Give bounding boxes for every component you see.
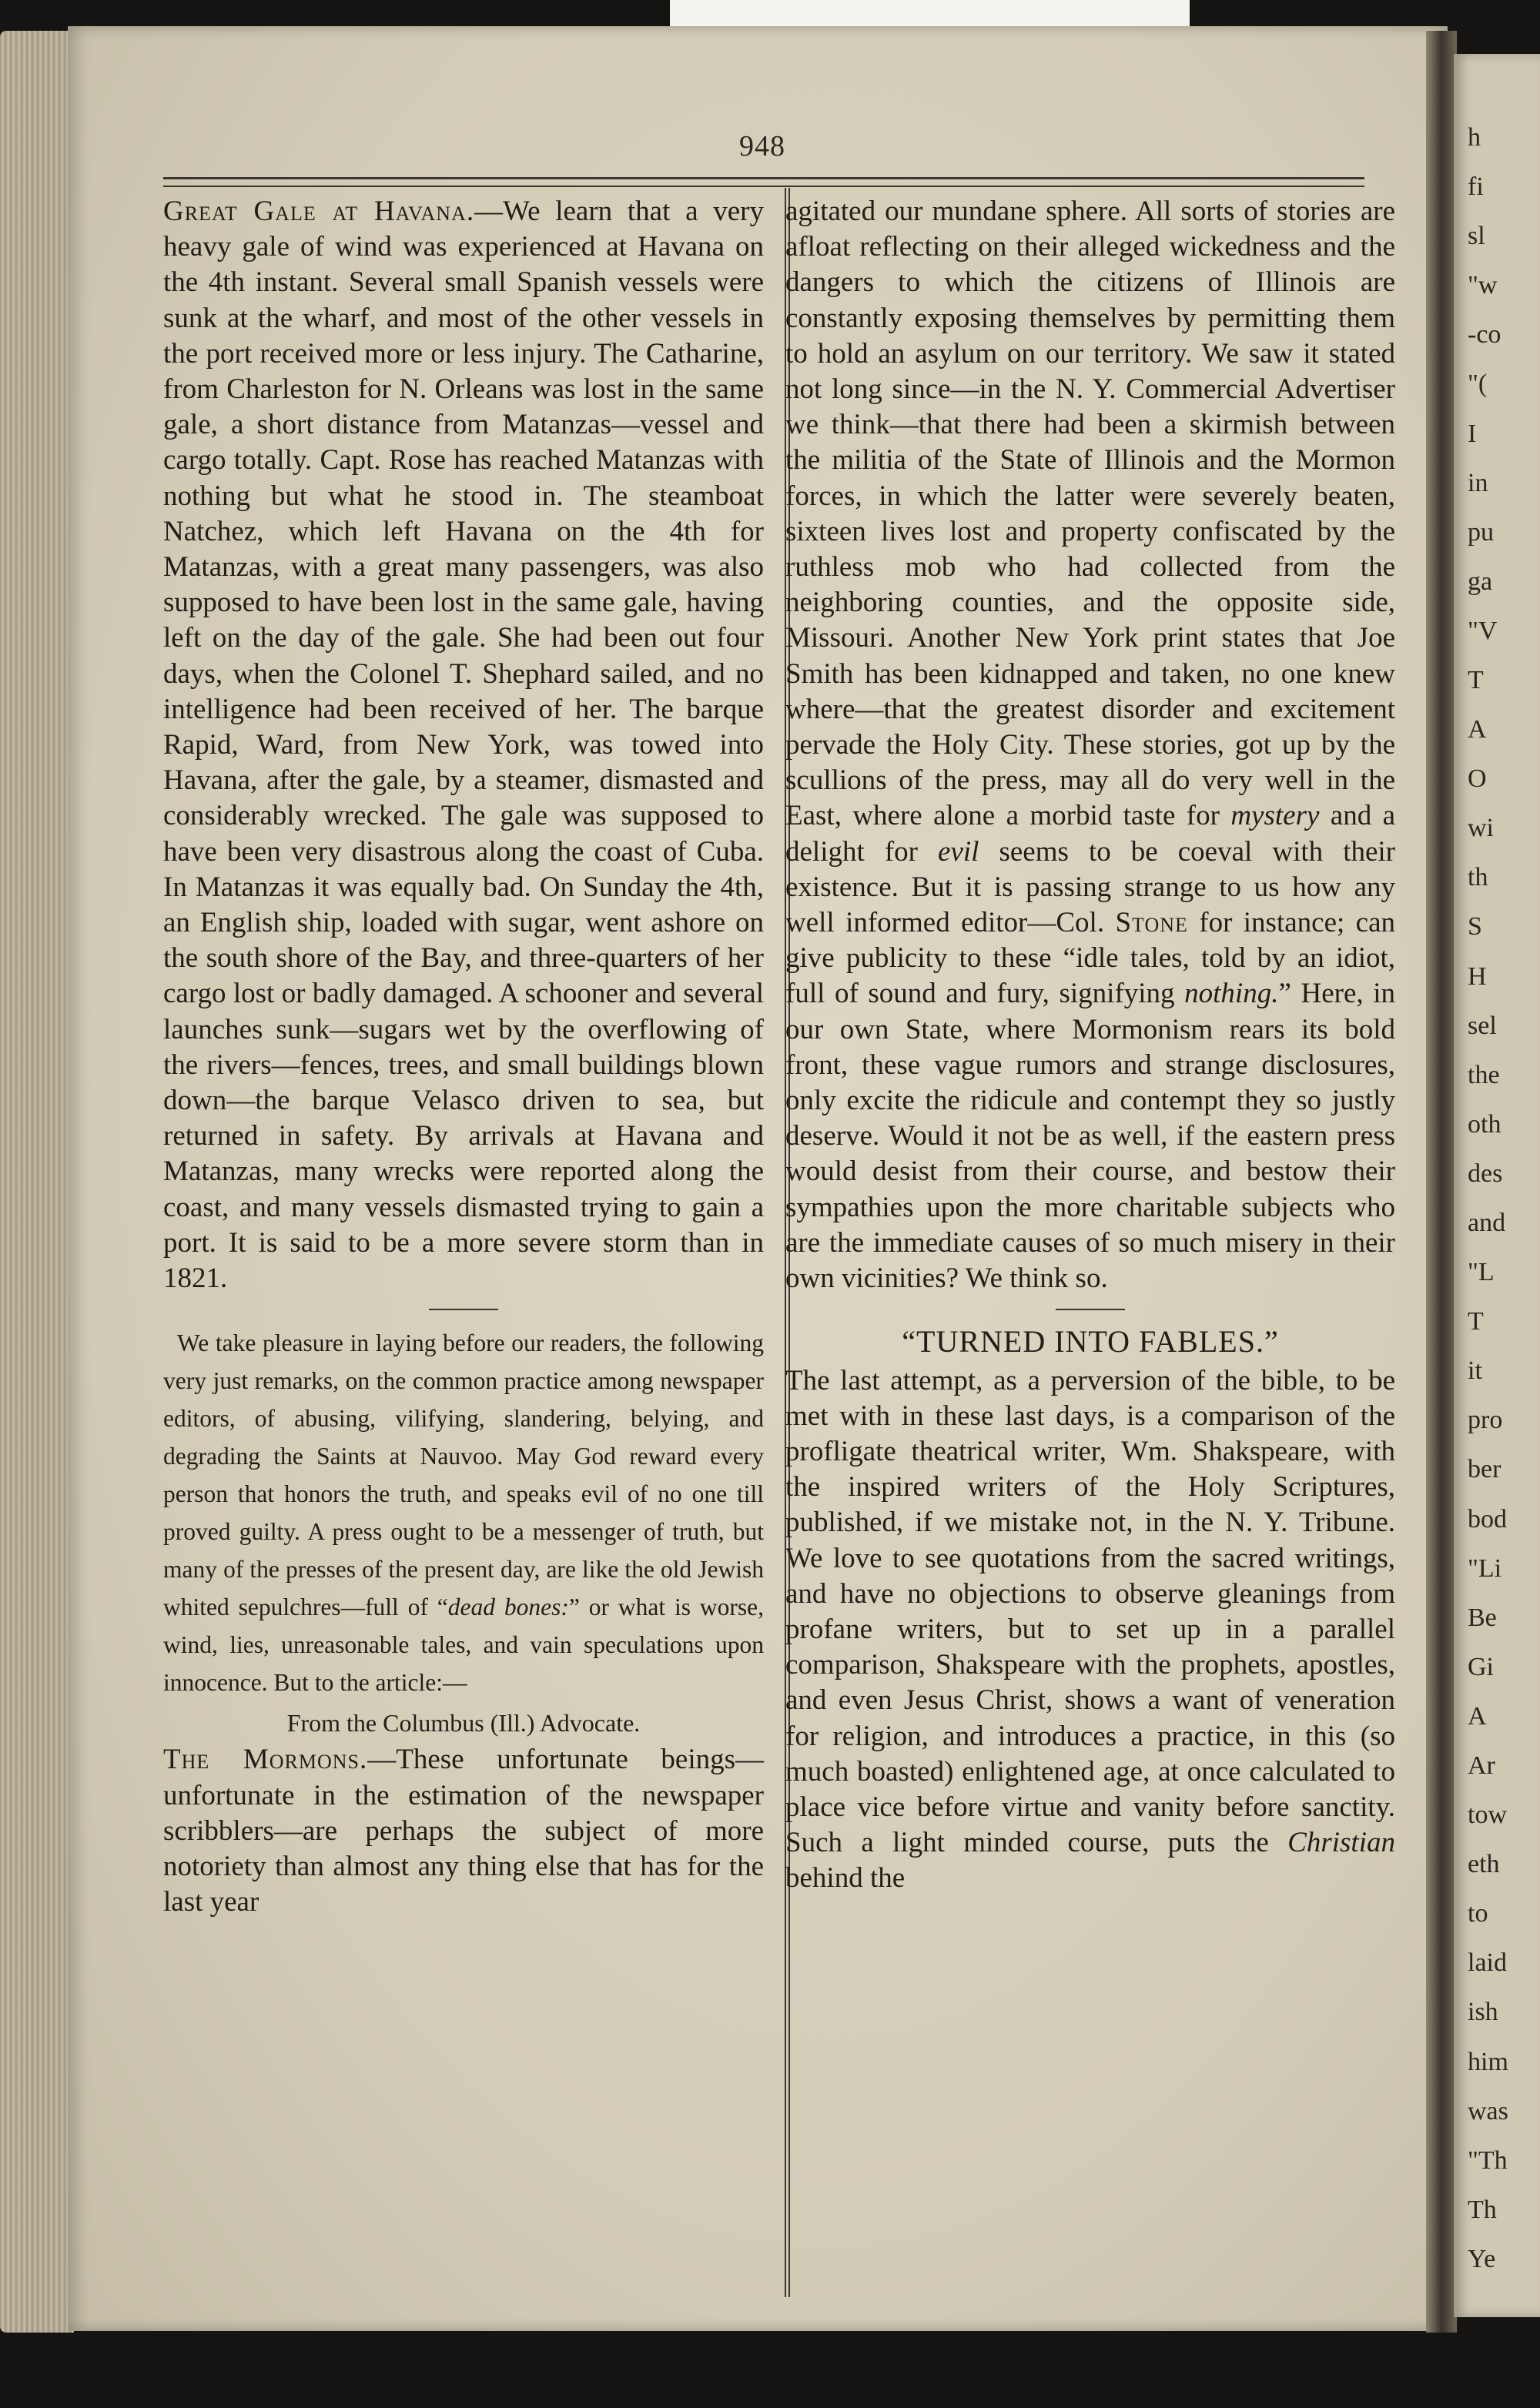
article-title-the-mormons: The Mormons. [163,1744,368,1776]
facing-page-text-fragment: Gi [1468,1652,1494,1681]
article-body-great-gale: —We learn that a very heavy gale of wind was experienced at Havana on the 4th instant. Several small Spanish vessels were sunk at the wharf, and most of the other vessels in the port received more or less injury. The Catharine, from Charleston for N. Orleans was lost in the same gale, a short distance from Matanzas—vessel and cargo totally. Capt. Rose has reached Matanzas with nothing but what he stood in. The steamboat Natchez, which left Havana on the 4th for Matanzas, with a great many passengers, was also supposed to have been lost in the same gale, having left on the day of the gale. She had been out four days, when the Colonel T. Shephard sailed, and no intelligence had been received of her. The barque Rapid, Ward, from New York, was towed into Havana, after the gale, by a steamer, dismasted and considerably wrecked. The gale was supposed to have been very disastrous along the coast of Cuba. In Matanzas it was equally bad. On Sunday the 4th, an English ship, loaded with sugar, went ashore on the south shore of the Bay, and three-quarters of her cargo lost or badly damaged. A schooner and several launches sunk—sugars wet by the overflowing of the rivers—fences, trees, and small buildings blown down—the barque Velasco driven to sea, but returned in safety. By arrivals at Havana and Matanzas, many wrecks were reported along the coast, and many vessels dismasted trying to gain a port. It is said to be a more severe storm than in 1821. [163,196,765,1295]
facing-page-text-fragment: sl [1468,222,1485,251]
facing-page-text-fragment: H [1468,962,1487,991]
article-mormons-continued [785,194,1395,1296]
intro-italic: dead bones: [447,1594,569,1621]
facing-page-text-fragment: ber [1468,1455,1502,1484]
facing-page-text-fragment: laid [1468,1948,1507,1978]
book-gutter [1426,31,1457,2333]
facing-page-text-fragment: S [1468,912,1482,941]
facing-page-text-fragment: pro [1468,1406,1503,1435]
facing-page-text-fragment: Be [1468,1603,1497,1632]
facing-page-text-fragment: wi [1468,814,1494,843]
facing-page-text-fragment: it [1468,1356,1482,1386]
facing-page-text-fragment: the [1468,1060,1500,1089]
section-rule [429,1309,498,1310]
facing-page-text-fragment: h [1468,123,1481,152]
facing-page-text-fragment: "Li [1468,1553,1502,1583]
header-double-rule [163,177,1364,187]
facing-page-text-fragment: des [1468,1159,1503,1188]
text-segment: agitated our mundane sphere. All sorts of stories are afloat reflecting on their alleged wickedness and the dangers to which the citizens of Illinois are constantly exposing themselves by permitting them to hold an asylum on our territory. We saw it stated not long since—in the N. Y. Commercial Advertiser we think—that there had been a skirmish between the militia of the State of Illinois and the Mormon forces, in which the latter were severely beaten, sixteen lives lost and property confiscated by the ruthless mob who had collected from the neighboring counties, and the opposite side, Missouri. Another New York print states that Joe Smith has been kidnapped and taken, no one knew where—that the greatest disorder and excitement pervade the Holy City. These stories, got up by the scullions of the press, may all do very well in the East, where alone a morbid taste for [785,196,1395,832]
facing-page-text-fragment: "w [1468,271,1498,300]
facing-page-text-fragment: O [1468,764,1487,794]
article-the-mormons [163,1742,764,1920]
facing-page-text-fragment: I [1468,419,1477,448]
facing-page-text-fragment: ish [1468,1998,1498,2027]
facing-page-text-fragment: him [1468,2047,1508,2076]
facing-page-text-fragment: "Th [1468,2145,1508,2175]
left-column [163,194,764,1920]
facing-page-text-fragment: eth [1468,1850,1500,1879]
text-segment: seems to be coeval with their existence. But it is passing strange to us how any well informed editor—Col. [785,835,1395,939]
facing-page-text-fragment: T [1468,666,1484,694]
text-segment: behind the [785,1862,906,1895]
facing-page-text-fragment: A [1468,1701,1487,1731]
facing-page-text-fragment: -co [1468,320,1502,349]
heading-turned-into-fables: “TURNED INTO FABLES.” [902,1324,1279,1360]
italic-christian: Christian [1287,1827,1395,1859]
section-rule [1056,1309,1125,1310]
facing-page-text-fragment: and [1468,1209,1506,1237]
facing-page-text-fragment: bod [1468,1504,1507,1533]
italic-mystery: mystery [1230,800,1320,832]
facing-page-text-fragment: T [1468,1307,1484,1336]
facing-page-text-fragment: ga [1468,567,1493,596]
facing-page-text-fragment: was [1468,2096,1508,2125]
facing-page-text-fragment: in [1468,468,1488,497]
right-column [785,194,1395,1897]
source-line: From the Columbus (Ill.) Advocate. [286,1709,641,1737]
intro-text-1: We take pleasure in laying before our readers, the following very just remarks, on the common practice among newspaper editors, of abusing, vilifying, slandering, belying, and degrading the Saints at Nauvoo. May God reward every person that honors the truth, and speaks evil of no one till proved guilty. A press ought to be a messenger of truth, but many of the presses of the present day, are like the old Jewish whited sepulchres—full of “ [163,1329,764,1621]
facing-page-text-fragment: sel [1468,1011,1497,1040]
article-title-great-gale: Great Gale at Havana. [163,196,475,227]
editorial-intro [163,1324,764,1742]
italic-evil: evil [938,835,979,868]
facing-page-text-fragment: fi [1468,172,1484,202]
text-segment: and a delight for [785,800,1395,868]
page-number: 948 [739,130,785,162]
book-page-edges [0,31,74,2333]
facing-page-text-fragment: to [1468,1899,1488,1928]
intro-text-2: ” or what is worse, wind, lies, unreasonable tales, and vain speculations upon innocence. But to the article:— [163,1594,764,1697]
facing-page-text-fragment: Th [1468,2195,1497,2224]
facing-page-text-fragment: pu [1468,517,1494,547]
facing-page-text-fragment: "L [1468,1258,1495,1287]
text-segment: The last attempt, as a perversion of the bible, to be met with in these last days, is a comparison of the profligate theatrical writer, Wm. Shakspeare, with the inspired writers of the Holy Scriptures, published, if we mistake not, in the N. Y. Tribune. We love to see quotations from the sacred writings, and have no objections to observe gleanings from profane writers, but to set up in a parallel comparison, Shakspeare with the prophets, apostles, and even Jesus Christ, shows a want of veneration for religion, and introduces a practice, in this (so much boasted) enlightened age, at once calculated to place vice before virtue and vanity before sanctity. Such a light minded course, puts the [785,1364,1395,1859]
facing-page-text-fragment: "( [1468,370,1488,399]
facing-page-text-fragment: oth [1468,1109,1502,1139]
text-segment: for instance; can give publicity to these “idle tales, told by an idiot, full of sound and fury, signifying [785,907,1395,1010]
facing-page-text-fragment: Ye [1468,2244,1496,2273]
name-stone: Stone [1115,907,1188,939]
italic-nothing: nothing. [1184,978,1279,1010]
facing-page-text-fragment: "V [1468,616,1498,645]
article-body-the-mormons: —These unfortunate beings—unfortunate in the estimation of the newspaper scribblers—are perhaps the subject of more notoriety than almost any thing else that has for the last year [163,1744,764,1918]
facing-page-text-fragment: th [1468,863,1488,892]
facing-page-text-fragment: tow [1468,1801,1507,1830]
facing-page-text-fragment: A [1468,715,1487,744]
facing-page-text-fragment: Ar [1468,1751,1495,1780]
facing-page-fragment [1454,54,1540,2317]
article-great-gale [163,194,764,1296]
text-segment: ” Here, in our own State, where Mormonism rears its bold front, these vague rumors and strange disclosures, only excite the ridicule and contempt they so justly deserve. Would it not be as well, if the eastern press would desist from their course, and bestow their sympathies upon the more charitable subjects who are the immediate causes of so much misery in their own vicinities? We think so. [785,978,1395,1295]
article-turned-into-fables [785,1363,1395,1897]
